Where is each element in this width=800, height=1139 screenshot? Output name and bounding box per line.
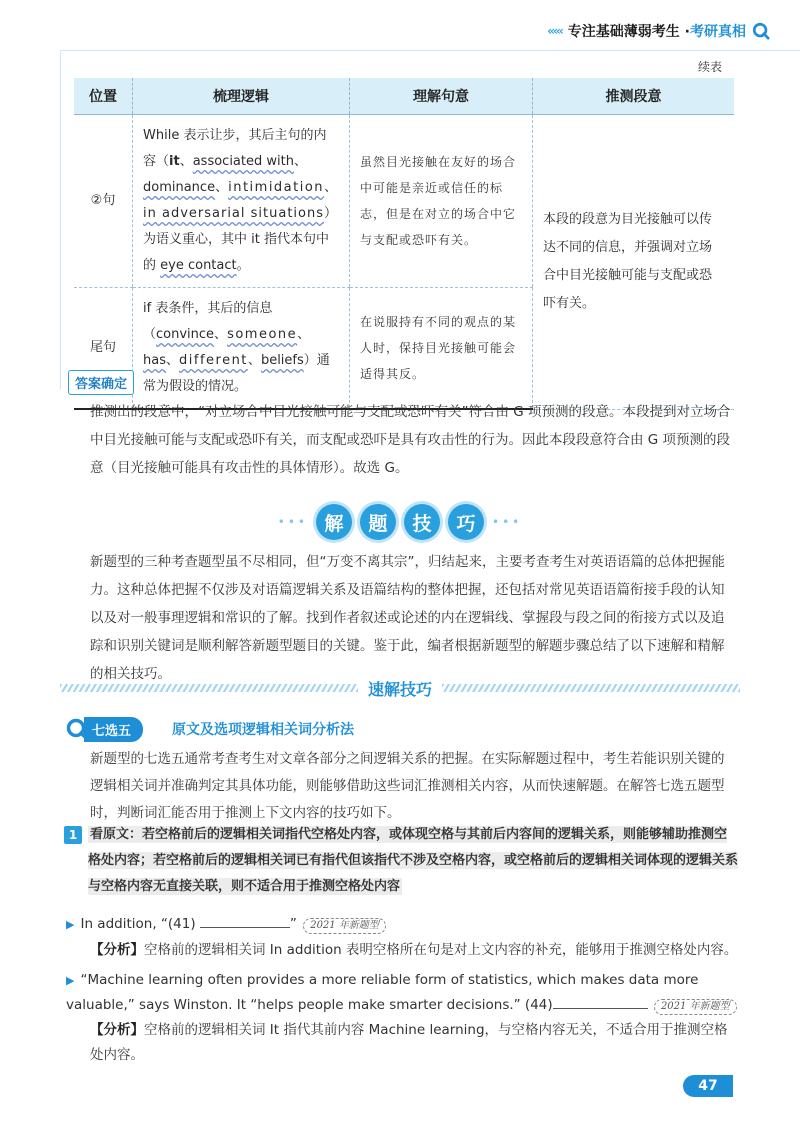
table-header-row <box>74 78 734 115</box>
pill-label: 七选五 <box>84 717 143 742</box>
section-intro: 新题型的三种考查题型虽不尽相同，但“万变不离其宗”，归结起来，主要考查考生对英语语篇的总体把握能力。这种总体把握不仅涉及对语篇逻辑关系及语篇结构的整体把握，还包括对常见英语语篇衔接手段的认知以及对一般事理逻辑和常识的了解。找到作者叙述或论述的内在逻辑线、掌握段与段之间的衔接方式以及追踪和识别关键词是顺利解答新题型题目的关键。鉴于此，编者根据新题型的解题步骤总结了以下速解和精解的相关技巧。 <box>90 554 725 682</box>
col-meaning: 理解句意 <box>350 78 533 115</box>
section-char: 技 <box>404 504 440 540</box>
exam-source-badge: 2021 年新题型 <box>654 999 737 1015</box>
row-meaning: 在说服持有不同的观点的某人时，保持目光接触可能会适得其反。 <box>350 288 533 410</box>
qixuanwu-pill <box>66 717 143 741</box>
margin-rule <box>60 50 61 390</box>
magnifier-q-icon <box>752 22 770 40</box>
col-logic: 梳理逻辑 <box>133 78 350 115</box>
example-analysis: 【分析】空格前的逻辑相关词 In addition 表明空格所在句是对上文内容的补充，能够用于推测空格处内容。 <box>90 942 738 958</box>
analysis-table <box>74 78 734 410</box>
answer-paragraph: 推测出的段意中，“对立场合中目光接触可能与支配或恐吓有关”符合由 G 项预测的段意。本段提到对立场合中目光接触可能与支配或恐吓有关，而支配或恐吓是具有攻击性的行为。因此本段段意符合由 G 项预测的段意（目光接触可能具有攻击性的具体情形）。故选 G。 <box>90 404 731 476</box>
method-title: 原文及选项逻辑相关词分析法 <box>172 722 354 738</box>
step-number: 1 <box>64 826 82 844</box>
section-char: 题 <box>360 504 396 540</box>
answer-blank <box>200 913 290 928</box>
example-analysis: 【分析】空格前的逻辑相关词 It 指代其前内容 Machine learning，与空格内容无关，不适合用于推测空格处内容。 <box>90 1022 728 1063</box>
section-char: 解 <box>316 504 352 540</box>
step-text: 看原文：若空格前后的逻辑相关词指代空格处内容，或体现空格与其前后内容间的逻辑关系，则能够辅助推测空格处内容；若空格前后的逻辑相关词已有指代但该指代不涉及空格内容，或空格前后的逻辑相关词体现的逻辑关系与空格内容无直接关联，则不适合用于推测空格处内容 <box>88 827 739 894</box>
section-title <box>0 504 800 540</box>
page-number: 47 <box>683 1075 733 1097</box>
row-meaning: 虽然目光接触在友好的场合中可能是亲近或信任的标志，但是在对立的场合中它与支配或恐吓有关。 <box>350 115 533 288</box>
row-logic: While 表示让步，其后主句的内容（it、associated with、dominance、intimidation、in adversarial situations）为语义重心，其中 it 指代本句中的 eye contact。 <box>133 115 350 288</box>
running-header <box>547 18 770 44</box>
row-position: ②句 <box>74 115 133 288</box>
col-position: 位置 <box>74 78 133 115</box>
row-inferred: 本段的段意为目光接触可以传达不同的信息，并强调对立场合中目光接触可能与支配或恐吓有关。 <box>533 115 735 410</box>
header-title: 专注基础薄弱考生 · <box>567 24 690 40</box>
dots-decoration-right: ••• <box>492 515 523 529</box>
banner-label: 速解技巧 <box>368 679 433 699</box>
header-rule <box>60 50 800 51</box>
exam-source-badge: 2021 年新题型 <box>303 918 386 934</box>
method-paragraph: 新题型的七选五通常考查考生对文章各部分之间逻辑关系的把握。在实际解题过程中，考生若能识别关键的逻辑相关词并准确判定其具体功能，则能够借助这些词汇推测相关内容，从而快速解题。在解答七选五题型时，判断词汇能否用于推测上下文内容的技巧如下。 <box>90 751 725 821</box>
row-logic: if 表条件，其后的信息（convince、someone、has、different、beliefs）通常为假设的情况。 <box>133 288 350 410</box>
continued-label: 续表 <box>697 60 722 74</box>
triangle-bullet-icon: ▶ <box>66 918 75 931</box>
example-item: ▶ “Machine learning often provides a more reliable form of statistics, which makes data more valuable,” says Winston. It “helps people make smarter decisions.” (44) 2021 年新题型 <box>66 968 746 1018</box>
header-title-accent: 考研真相 <box>690 24 746 40</box>
chevrons-icon: ‹‹‹‹‹ <box>547 24 562 38</box>
col-inferred: 推测段意 <box>533 78 735 115</box>
dots-decoration-left: ••• <box>277 515 308 529</box>
example-item: ▶ In addition, “(41) ” 2021 年新题型 <box>66 912 746 937</box>
triangle-bullet-icon: ▶ <box>66 974 75 987</box>
subsection-banner <box>60 678 740 698</box>
hatch-decoration <box>60 684 358 692</box>
table-row <box>74 115 734 288</box>
hatch-decoration <box>442 684 740 692</box>
section-char: 巧 <box>448 504 484 540</box>
answer-tag: 答案确定 <box>68 370 134 395</box>
answer-blank <box>553 994 648 1009</box>
row-position: 尾句 <box>74 288 133 410</box>
